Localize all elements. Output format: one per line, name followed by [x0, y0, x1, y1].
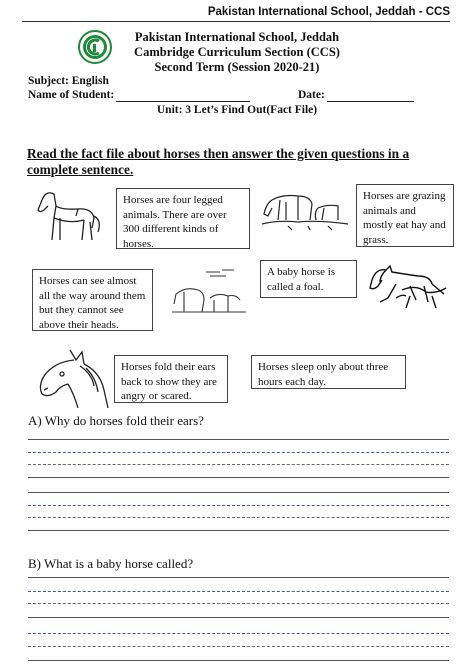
guide-line: [28, 505, 449, 506]
answer-line[interactable]: [28, 660, 449, 661]
fact-card-foal: [260, 260, 357, 298]
date-field[interactable]: [327, 101, 414, 102]
header-divider: [22, 21, 450, 22]
student-name-field[interactable]: [116, 101, 250, 102]
mare-and-foal-icon: [170, 264, 248, 316]
answer-line[interactable]: [28, 577, 449, 578]
fact-text: Horses are grazing animals and mostly eat hay and grass.: [363, 190, 446, 246]
fact-text: A baby horse is called a foal.: [267, 266, 336, 293]
subject-label: Subject: English: [28, 75, 109, 87]
instruction-text: Read the fact file about horses then answer the given questions in a complete sentence.: [27, 146, 410, 177]
student-name-label: Name of Student:: [28, 89, 115, 101]
answer-line[interactable]: [28, 530, 449, 531]
guide-line: [28, 633, 449, 634]
answer-line[interactable]: [28, 617, 449, 618]
unit-title: Unit: 3 Let’s Find Out(Fact File): [156, 104, 318, 116]
question-b: B) What is a baby horse called?: [28, 556, 194, 571]
fact-text: Horses sleep only about three hours each day.: [258, 361, 389, 388]
guide-line: [28, 603, 449, 604]
running-horses-icon: [366, 258, 452, 312]
fact-card-legs: [116, 188, 250, 249]
fact-text: Horses can see almost all the way around them but they cannot see above their heads.: [39, 275, 146, 331]
grazing-horses-icon: [258, 186, 352, 232]
standing-horse-icon: [32, 188, 104, 246]
guide-line: [28, 646, 449, 647]
answer-line[interactable]: [28, 492, 449, 493]
horse-head-icon: [34, 346, 114, 412]
guide-line: [28, 464, 449, 465]
guide-line: [28, 591, 449, 592]
question-a: A) Why do horses fold their ears?: [28, 413, 204, 428]
fact-text: Horses fold their ears back to show they are angry or scared.: [121, 361, 217, 402]
fact-card-ears: [114, 355, 228, 403]
fact-text: Horses are four legged animals. There are over 300 different kinds of horses.: [123, 194, 227, 250]
header-school-label: Pakistan International School, Jeddah - CCS: [207, 6, 450, 18]
fact-card-grazing: [356, 184, 454, 247]
answer-line[interactable]: [28, 477, 449, 478]
guide-line: [28, 452, 449, 453]
term-session: Second Term (Session 2020-21): [154, 60, 320, 74]
answer-line[interactable]: [28, 439, 449, 440]
date-label: Date:: [298, 89, 325, 101]
school-name: Pakistan International School, Jeddah: [134, 30, 340, 44]
curriculum-section: Cambridge Curriculum Section (CCS): [134, 45, 340, 59]
guide-line: [28, 517, 449, 518]
fact-card-vision: [32, 269, 153, 331]
fact-card-sleep: [251, 355, 406, 389]
